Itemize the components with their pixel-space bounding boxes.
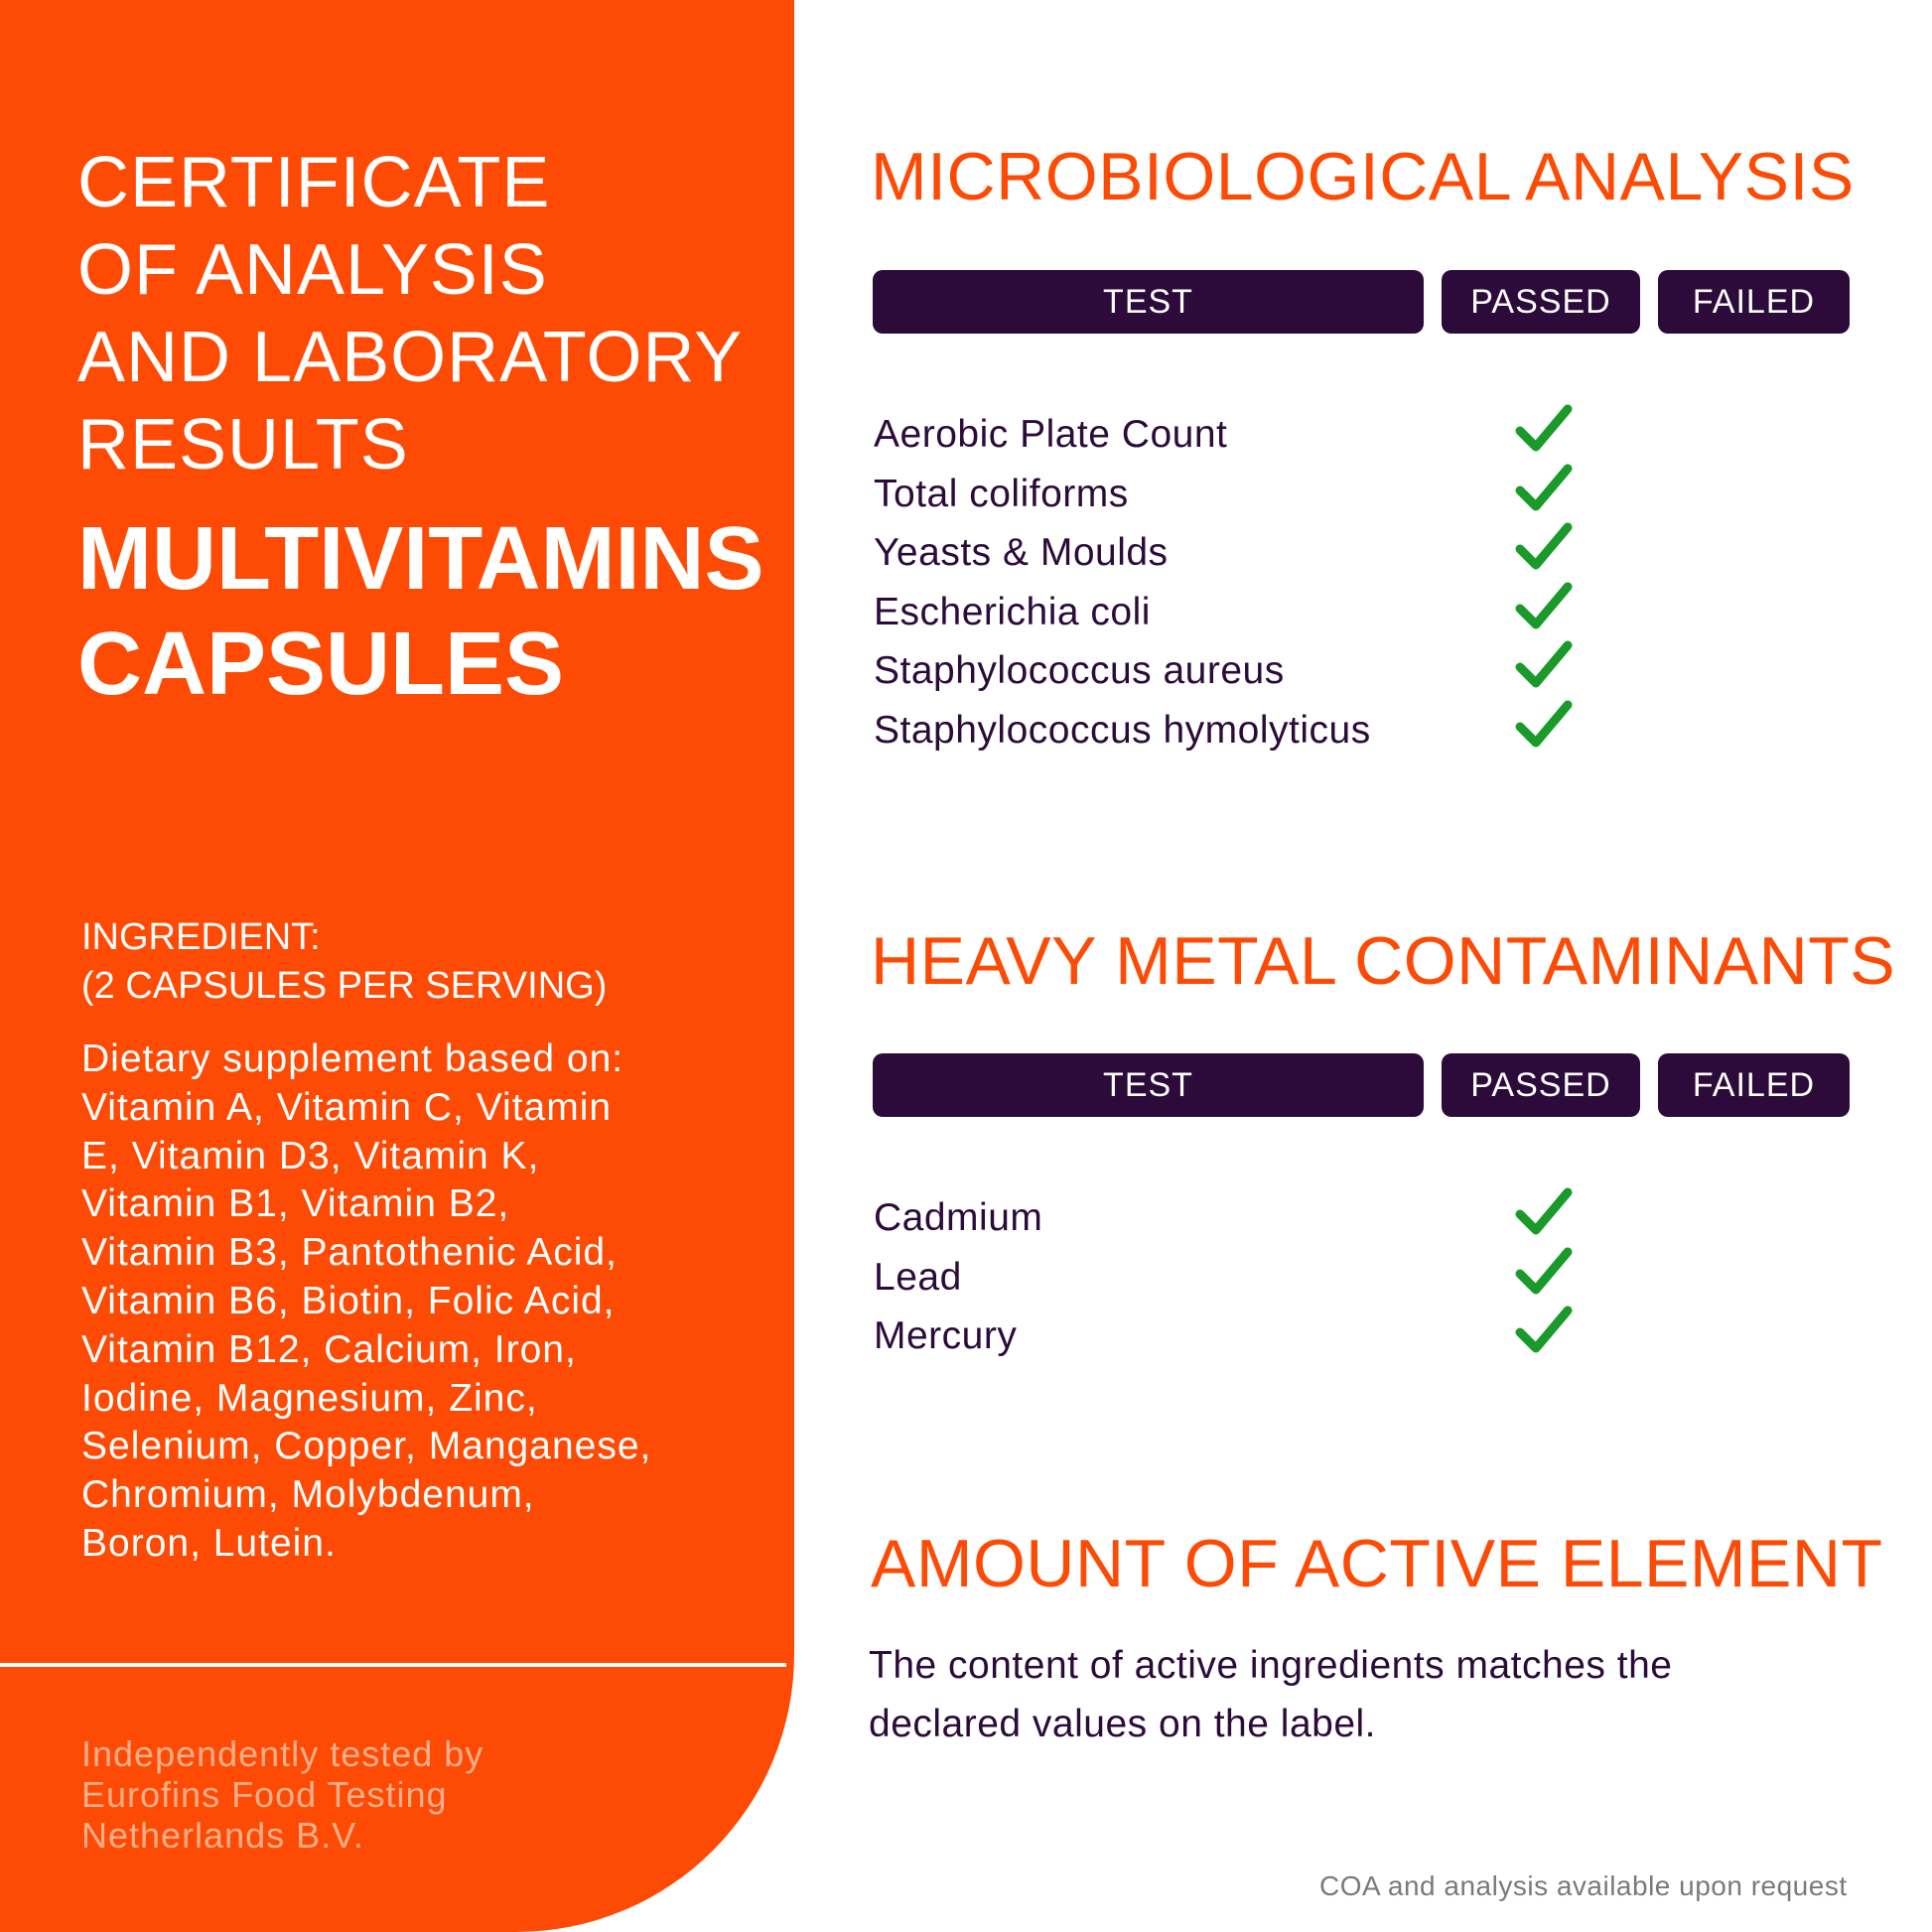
test-name: Mercury	[874, 1314, 1018, 1357]
ingredient-line: Vitamin A, Vitamin C, Vitamin	[81, 1085, 613, 1129]
divider	[0, 1663, 786, 1667]
test-name: Yeasts & Moulds	[874, 531, 1169, 574]
lab-note	[81, 1733, 483, 1856]
certificate-title-line: AND LABORATORY	[77, 318, 744, 397]
test-row	[874, 1307, 1767, 1366]
ingredient-line: E, Vitamin D3, Vitamin K,	[81, 1134, 540, 1177]
ingredient-line: Boron, Lutein.	[81, 1521, 337, 1565]
ingredient-heading-line: (2 CAPSULES PER SERVING)	[81, 965, 608, 1007]
column-header-failed: FAILED	[1658, 270, 1850, 334]
product-title	[77, 506, 764, 717]
column-header-test: TEST	[873, 1053, 1424, 1117]
lab-note-line: Eurofins Food Testing	[81, 1774, 448, 1815]
heavy-metals-test-list	[874, 1188, 1767, 1366]
test-name: Total coliforms	[874, 472, 1129, 515]
column-header-failed: FAILED	[1658, 1053, 1850, 1117]
test-name: Staphylococcus aureus	[874, 649, 1285, 692]
footer-note: COA and analysis available upon request	[1319, 1870, 1848, 1901]
test-name: Lead	[874, 1255, 962, 1299]
active-element-text-line: declared values on the label.	[869, 1703, 1377, 1745]
ingredient-heading-line: INGREDIENT:	[81, 916, 321, 958]
checkmark-icon	[1514, 581, 1574, 634]
left-panel	[0, 0, 794, 1932]
test-row	[874, 701, 1767, 760]
certificate-title-line: OF ANALYSIS	[77, 230, 548, 310]
microbiological-title: MICROBIOLOGICAL ANALYSIS	[871, 139, 1855, 214]
heavy-metals-title: HEAVY METAL CONTAMINANTS	[871, 923, 1896, 999]
ingredient-line: Iodine, Magnesium, Zinc,	[81, 1376, 538, 1420]
lab-note-line: Netherlands B.V.	[81, 1815, 364, 1856]
column-header-passed: PASSED	[1442, 270, 1640, 334]
ingredient-line: Vitamin B6, Biotin, Folic Acid,	[81, 1279, 616, 1322]
checkmark-icon	[1514, 699, 1574, 753]
test-row	[874, 465, 1767, 524]
lab-note-line: Independently tested by	[81, 1733, 484, 1774]
active-element-text-line: The content of active ingredients matches the	[869, 1644, 1673, 1687]
ingredient-line: Selenium, Copper, Manganese,	[81, 1425, 652, 1468]
ingredient-line: Vitamin B3, Pantothenic Acid,	[81, 1231, 618, 1275]
checkmark-icon	[1514, 639, 1574, 693]
ingredient-line: Dietary supplement based on:	[81, 1037, 624, 1080]
test-row	[874, 405, 1767, 465]
product-title-line: CAPSULES	[77, 615, 565, 714]
column-header-passed: PASSED	[1442, 1053, 1640, 1117]
checkmark-icon	[1514, 1246, 1574, 1300]
active-element-title: AMOUNT OF ACTIVE ELEMENT	[871, 1526, 1883, 1601]
test-row	[874, 641, 1767, 701]
active-element-text	[869, 1636, 1672, 1753]
checkmark-icon	[1514, 1186, 1574, 1240]
ingredient-line: Chromium, Molybdenum,	[81, 1473, 535, 1517]
test-name: Staphylococcus hymolyticus	[874, 708, 1371, 752]
checkmark-icon	[1514, 403, 1574, 457]
checkmark-icon	[1514, 521, 1574, 575]
microbiological-test-list	[874, 405, 1767, 759]
test-row	[874, 1188, 1767, 1248]
ingredient-line: Vitamin B12, Calcium, Iron,	[81, 1327, 577, 1371]
certificate-title-line: CERTIFICATE	[77, 143, 551, 222]
certificate-title-line: RESULTS	[77, 405, 409, 484]
ingredient-line: Vitamin B1, Vitamin B2,	[81, 1182, 510, 1226]
test-row	[874, 583, 1767, 642]
test-row	[874, 1248, 1767, 1308]
test-name: Escherichia coli	[874, 590, 1151, 633]
checkmark-icon	[1514, 463, 1574, 516]
column-header-test: TEST	[873, 270, 1424, 334]
ingredient-list	[81, 1035, 717, 1569]
test-name: Aerobic Plate Count	[874, 413, 1228, 456]
test-name: Cadmium	[874, 1196, 1043, 1239]
certificate-title	[77, 139, 743, 488]
test-row	[874, 523, 1767, 583]
ingredient-heading	[81, 913, 607, 1011]
product-title-line: MULTIVITAMINS	[77, 509, 764, 609]
checkmark-icon	[1514, 1305, 1574, 1358]
